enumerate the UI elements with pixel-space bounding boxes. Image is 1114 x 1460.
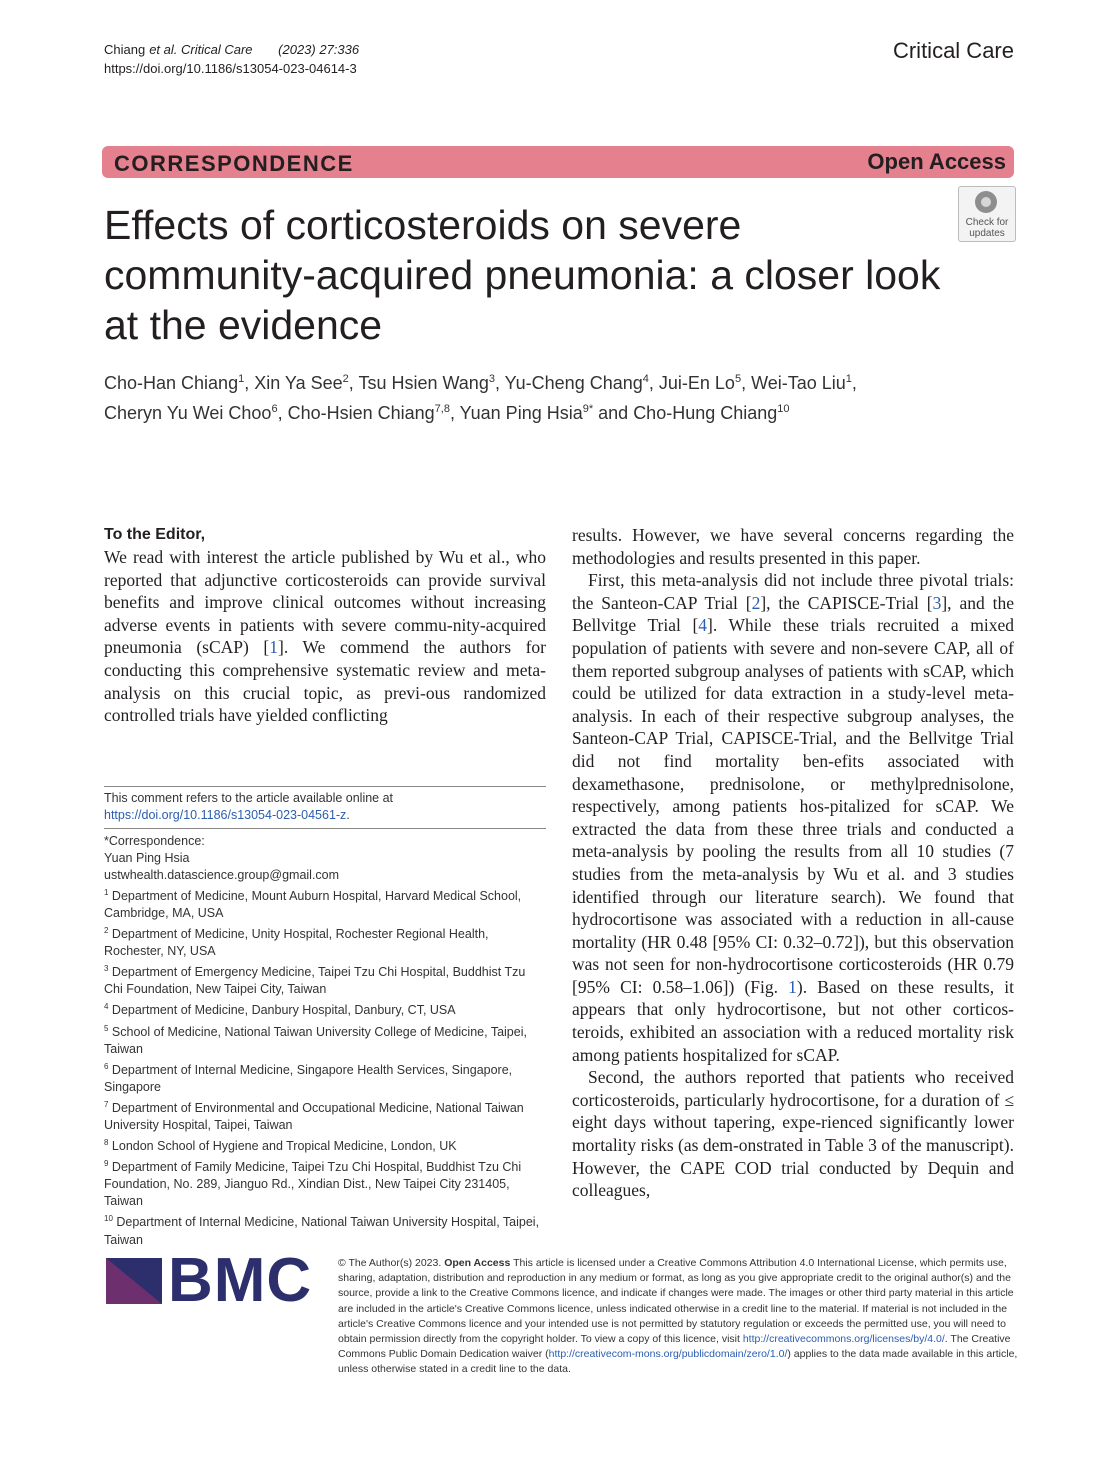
- affiliation-number: 3: [104, 964, 109, 974]
- author-name: Wei-Tao Liu: [751, 373, 846, 393]
- bmc-logo-icon: [106, 1258, 162, 1304]
- author-affiliation-number: 3: [488, 373, 495, 385]
- journal-name: Critical Care: [892, 38, 1014, 63]
- author-affiliation-number: 4: [642, 373, 649, 385]
- affiliation-list: [104, 884, 546, 1249]
- citation-link[interactable]: 2: [751, 592, 761, 613]
- check-updates-line2: updates: [969, 228, 1005, 239]
- header-journal: Critical Care: [181, 42, 253, 57]
- citation-link[interactable]: 3: [932, 592, 942, 613]
- affiliation: [104, 1134, 546, 1155]
- affiliation: [104, 884, 546, 922]
- author-name: Yu-Cheng Chang: [504, 373, 643, 393]
- affiliation-text: School of Medicine, National Taiwan University College of Medicine, Taipei, Taiwan: [104, 1024, 527, 1056]
- paragraph-continued: results. However, we have several concerns regarding the methodologies and results presented in this paper.: [572, 525, 1014, 568]
- header-doi[interactable]: https://doi.org/10.1186/s13054-023-04614-3: [104, 61, 357, 76]
- affiliation: [104, 998, 546, 1019]
- affiliation: [104, 1096, 546, 1134]
- cc-zero-link[interactable]: http://creativecom-mons.org/publicdomain/zero/1.0/: [548, 1348, 788, 1361]
- paragraph-first-concern: First, this meta-analysis did not include three pivotal trials: the Santeon-CAP Trial [2], the CAPISCE-Trial [3], and the Bellvitge Trial [4]. While these trials recruited a mixed population of patients with severe and non-severe CAP, all of them reported subgroup analyses of patients with sCAP, which could be utilized for data extraction in a study-level meta-analysis. In each of their respective subgroup analyses, the Santeon-CAP Trial, CAPISCE-Trial, and the Bellvitge Trial did not find mortality ben-efits associated with dexamethasone, prednisolone, or methylprednisolone, respectively, among patients hos-pitalized for sCAP. We extracted the data from these three trials and conducted a meta-analysis by pooling the results from all 10 studies (7 studies from the meta-analysis by Wu et al. and 3 studies identified through our literature search). We found that hydrocortisone was associated with a reduction in all-cause mortality (HR 0.48 [95% CI: 0.32–0.72]), but this observation was not seen for non-hydrocortisone corticosteroids (HR 0.79 [95% CI: 0.58–1.06]) (Fig. 1). Based on these results, it appears that only hydrocortisone, but not other corticos-teroids, exhibited an association with a reduced mortality risk among patients hospitalized for sCAP.: [572, 570, 1014, 1065]
- left-body-text: [104, 546, 546, 727]
- related-article-link[interactable]: https://doi.org/10.1186/s13054-023-04561-z: [104, 808, 347, 822]
- affiliation-number: 7: [104, 1099, 109, 1109]
- citation-link[interactable]: 4: [698, 615, 708, 636]
- correspondence-email[interactable]: ustwhealth.datascience.group@gmail.com: [104, 868, 340, 882]
- salutation: To the Editor,: [104, 526, 206, 543]
- figure-link[interactable]: 1: [788, 976, 797, 997]
- affiliation-number: 1: [104, 888, 109, 897]
- author-affiliation-number: 2: [342, 373, 349, 385]
- author-name: Yuan Ping Hsia: [459, 403, 583, 423]
- affiliation-text: London School of Hygiene and Tropical Medicine, London, UK: [108, 1139, 457, 1154]
- check-updates-icon: [975, 191, 997, 213]
- affiliation-number: 6: [104, 1061, 109, 1071]
- running-header: [104, 40, 359, 78]
- author-name: Cheryn Yu Wei Choo: [104, 403, 272, 423]
- affiliation-text: Department of Emergency Medicine, Taipei Tzu Chi Hospital, Buddhist Tzu Chi Foundation, New Taipei City, Taiwan: [104, 965, 526, 997]
- check-updates-line1: Check for: [965, 217, 1009, 228]
- author-list: Cho-Han Chiang$^1$, Xin Ya See$^2$, Tsu Hsien Wang$^3$, Yu-Cheng Chang$^4$, Jui-En Lo$^5$, Wei-Tao Liu$^1$, Cheryn Yu Wei Choo$^6$, Cho-Hsien Chiang$^{7,8}$, Yuan Ping Hsia$^{9*}$ and Cho-Hung Chiang$^{10}$: [104, 373, 857, 423]
- license-text: © The Author(s) 2023. Open Access This article is licensed under a Creative Commons Attribution 4.0 International License, which permits use, sharing, adaptation, distribution and reproduction in any medium or format, as long as you give appropriate credit to the original author(s) and the source, provide a link to the Creative Commons licence, and indicate if changes were made. The images or other third party material in this article are included in the article's Creative Commons licence, unless indicated otherwise in a credit line to the material. If material is not included in the article's Creative Commons licence and your intended use is not permitted by statutory regulation or exceeds the permitted use, you will need to obtain permission directly from the copyright holder. To view a copy of this licence, visit http://creativecommons.org/licenses/by/4.0/. The Creative Commons Public Domain Dedication waiver (http://creativecom-mons.org/publicdomain/zero/1.0/) applies to the data made available in this article, unless otherwise stated in a credit line to the data.: [338, 1257, 1018, 1376]
- article-type-banner: [102, 146, 1014, 178]
- author-name: Xin Ya See: [254, 373, 343, 393]
- correspondence-name: Yuan Ping Hsia: [104, 851, 190, 865]
- affiliation-text: Department of Medicine, Mount Auburn Hospital, Harvard Medical School, Cambridge, MA, USA: [104, 889, 522, 921]
- affiliation-text: Department of Environmental and Occupational Medicine, National Taiwan University Hospital, Taipei, Taiwan: [104, 1101, 524, 1133]
- article-title: Effects of corticosteroids on severe community-acquired pneumonia: a closer look at the evidence: [104, 202, 941, 348]
- open-access-label: Open Access: [867, 149, 1006, 174]
- affiliation: [104, 1210, 546, 1248]
- author-affiliation-number: 9*: [582, 403, 594, 415]
- author-affiliation-number: 1: [238, 373, 245, 385]
- header-year-volume: (2023) 27:336: [278, 42, 360, 57]
- author-name: Cho-Han Chiang: [104, 373, 239, 393]
- affiliation-number: 9: [104, 1159, 109, 1169]
- author-name: Cho-Hsien Chiang: [287, 403, 435, 423]
- affiliation-text: Department of Medicine, Unity Hospital, Rochester Regional Health, Rochester, NY, USA: [104, 927, 489, 959]
- affiliation-number: 4: [104, 1002, 109, 1012]
- comment-note: This comment refers to the article available online at https://doi.org/10.1186/s13054-023-04561-z.: [104, 791, 394, 822]
- affiliation: [104, 1155, 546, 1210]
- author-affiliation-number: 6: [271, 403, 278, 415]
- paragraph-1: We read with interest the article published by Wu et al., who reported that adjunctive corticosteroids can provide survival benefits and improve clinical outcomes without increasing adverse events in patients with severe commu-nity-acquired pneumonia (sCAP) [1]. We commend the authors for conducting this comprehensive systematic review and meta-analysis on this crucial topic, as previ-ous randomized controlled trials have yielded conflicting: [104, 547, 546, 726]
- affiliation-text: Department of Internal Medicine, Singapore Health Services, Singapore, Singapore: [104, 1062, 513, 1094]
- affiliation: [104, 1020, 546, 1058]
- author-affiliation-number: 5: [734, 373, 742, 385]
- right-column: [572, 524, 1014, 1202]
- author-affiliation-number: 7,8: [434, 403, 450, 415]
- correspondence-block: [104, 833, 546, 1249]
- affiliation: [104, 1058, 546, 1096]
- affiliation-text: Department of Medicine, Danbury Hospital, Danbury, CT, USA: [108, 1003, 456, 1018]
- correspondence-label: *Correspondence:: [104, 834, 205, 848]
- header-et-al: et al.: [149, 42, 178, 57]
- affiliation-number: 8: [104, 1138, 109, 1148]
- affiliation: [104, 960, 546, 998]
- author-name: Cho-Hung Chiang: [633, 403, 778, 423]
- affiliation-text: Department of Internal Medicine, National Taiwan University Hospital, Taipei, Taiwan: [104, 1215, 540, 1247]
- author-affiliation-number: 1: [845, 373, 852, 385]
- author-name: Jui-En Lo: [658, 373, 735, 393]
- header-authors: Chiang: [104, 42, 146, 57]
- affiliation-text: Department of Family Medicine, Taipei Tzu Chi Hospital, Buddhist Tzu Chi Foundation, No. 289, Jianguo Rd., Xindian Dist., New Taipei City 231405, Taiwan: [104, 1160, 522, 1209]
- bmc-logo-text: BMC: [168, 1246, 313, 1315]
- author-name: Tsu Hsien Wang: [358, 373, 489, 393]
- citation-link[interactable]: 1: [269, 637, 279, 658]
- affiliation-number: 5: [104, 1023, 109, 1033]
- divider: [104, 828, 546, 829]
- affiliation-number: 2: [104, 926, 109, 936]
- divider: [104, 786, 546, 787]
- affiliation: [104, 922, 546, 960]
- left-column: [104, 524, 546, 727]
- affiliation-number: 10: [104, 1214, 113, 1224]
- author-affiliation-number: 10: [777, 403, 790, 415]
- check-for-updates-button[interactable]: [958, 186, 1016, 242]
- article-type-label: CORRESPONDENCE: [114, 151, 354, 176]
- cc-license-link[interactable]: http://creativecommons.org/licenses/by/4.0/: [742, 1333, 945, 1346]
- paragraph-second-concern: Second, the authors reported that patients who received corticosteroids, particularly hydrocortisone, for a duration of ≤ eight days without tapering, expe-rienced significantly lower mortality risks (as dem-onstrated in Table 3 of the manuscript). However, the CAPE COD trial conducted by Dequin and colleagues,: [572, 1067, 1014, 1201]
